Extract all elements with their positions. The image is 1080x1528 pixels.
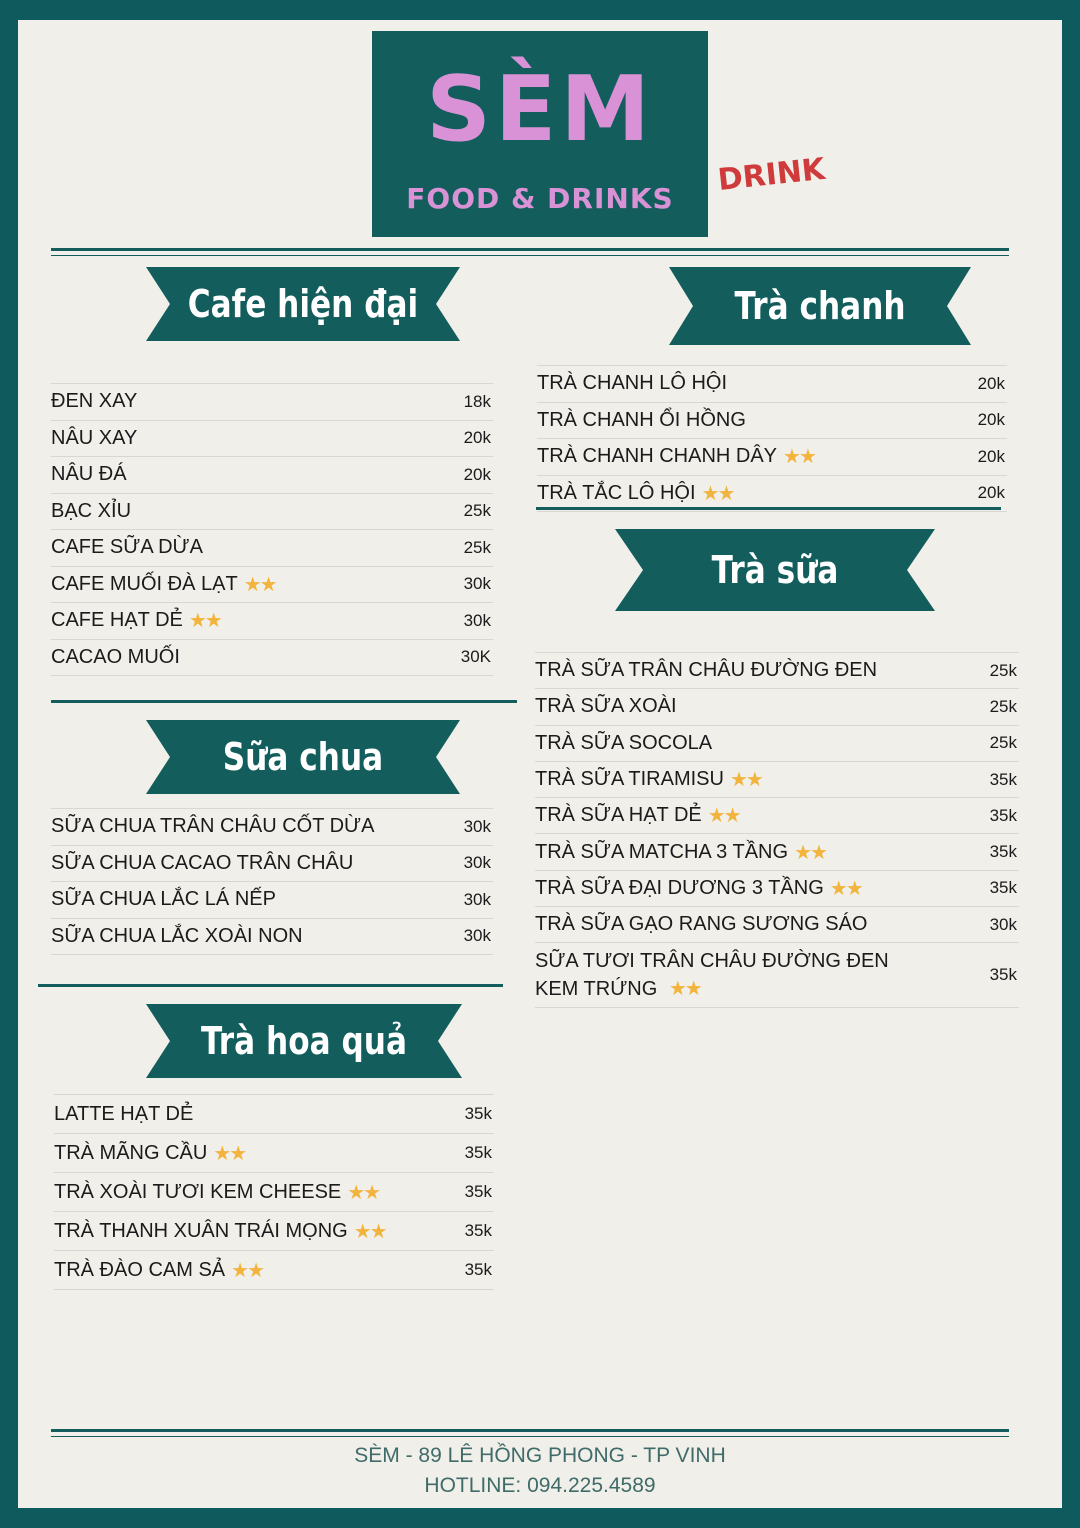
menu-item-name bbox=[535, 767, 762, 792]
brand-subtitle: FOOD & DRINKS bbox=[406, 182, 674, 215]
menu-item bbox=[535, 871, 1019, 907]
star-rating-icon: ★★ bbox=[829, 877, 862, 900]
menu-item-price: 35k bbox=[989, 805, 1017, 825]
menu-item-price: 30k bbox=[463, 610, 491, 630]
menu-item-name bbox=[51, 646, 180, 669]
menu-item-price: 25k bbox=[989, 660, 1017, 680]
menu-item bbox=[51, 457, 493, 494]
menu-item bbox=[537, 403, 1007, 440]
menu-item-price: 18k bbox=[463, 391, 491, 411]
menu-item-label: TRÀ SỮA TIRAMISU bbox=[535, 768, 724, 791]
menu-item-label: SỮA CHUA CACAO TRÂN CHÂU bbox=[51, 851, 354, 874]
menu-item bbox=[51, 919, 493, 956]
menu-item bbox=[51, 421, 493, 458]
tra-chanh-divider bbox=[536, 507, 1001, 510]
menu-item bbox=[535, 943, 1019, 1008]
brand-name: SÈM bbox=[426, 57, 654, 162]
menu-item bbox=[535, 652, 1019, 689]
menu-item bbox=[535, 762, 1019, 798]
menu-item-price: 35k bbox=[989, 769, 1017, 789]
section-title-tra-sua: Trà sữa bbox=[711, 548, 839, 592]
menu-item-label: TRÀ SỮA XOÀI bbox=[535, 695, 677, 718]
menu-item-label: SỮA CHUA TRÂN CHÂU CỐT DỪA bbox=[51, 815, 375, 838]
menu-item-name bbox=[537, 409, 746, 432]
menu-item-label: TRÀ SỮA SOCOLA bbox=[535, 731, 713, 754]
star-rating-icon: ★★ bbox=[213, 1142, 246, 1165]
section-title-tra-hoa-qua: Trà hoa quả bbox=[200, 1019, 408, 1063]
menu-item-price: 35k bbox=[464, 1260, 492, 1279]
menu-item-label: NÂU ĐÁ bbox=[51, 463, 127, 486]
menu-item-name bbox=[51, 888, 276, 911]
menu-list-tra-sua bbox=[535, 652, 1019, 1008]
menu-item-name bbox=[535, 803, 740, 828]
menu-item-name bbox=[54, 1258, 263, 1283]
menu-item bbox=[535, 726, 1019, 762]
menu-item-label: TRÀ SỮA MATCHA 3 TẦNG bbox=[535, 840, 789, 863]
menu-item bbox=[51, 494, 493, 531]
menu-item-price: 25k bbox=[989, 696, 1017, 716]
menu-item-label: TRÀ CHANH LÔ HỘI bbox=[537, 372, 728, 395]
menu-item-name bbox=[535, 659, 877, 682]
menu-item-label: TRÀ ĐÀO CAM SẢ bbox=[54, 1258, 226, 1281]
menu-item-label: TRÀ CHANH ỔI HỒNG bbox=[537, 408, 746, 431]
menu-item-label: SỮA TƯƠI TRÂN CHÂU ĐƯỜNG ĐEN KEM TRỨNG ★★ bbox=[535, 950, 889, 1001]
menu-item-label: NÂU XAY bbox=[51, 426, 138, 449]
menu-item-label: TRÀ SỮA HẠT DẺ bbox=[535, 804, 702, 827]
menu-item-price: 20k bbox=[977, 410, 1005, 430]
sua-chua-divider bbox=[38, 984, 503, 987]
menu-item-price: 30k bbox=[463, 853, 491, 873]
brand-logo bbox=[372, 31, 708, 237]
header-divider-top bbox=[51, 248, 1009, 251]
menu-item-price: 30k bbox=[989, 914, 1017, 934]
menu-item-label: TRÀ CHANH CHANH DÂY bbox=[537, 445, 778, 468]
menu-list-cafe bbox=[51, 383, 493, 676]
menu-list-sua-chua bbox=[51, 808, 493, 955]
menu-item-label: TRÀ XOÀI TƯƠI KEM CHEESE bbox=[54, 1180, 342, 1203]
menu-item bbox=[54, 1094, 494, 1134]
menu-item bbox=[51, 567, 493, 604]
menu-item bbox=[51, 846, 493, 883]
menu-item-price: 35k bbox=[464, 1182, 492, 1201]
menu-item-name bbox=[535, 913, 867, 936]
menu-item-price: 35k bbox=[464, 1143, 492, 1162]
menu-item-name bbox=[51, 390, 137, 413]
star-rating-icon: ★★ bbox=[794, 841, 826, 864]
menu-item-price: 35k bbox=[989, 965, 1017, 985]
menu-item-label: BẠC XỈU bbox=[51, 499, 132, 522]
star-rating-icon: ★★ bbox=[231, 1259, 263, 1282]
menu-item bbox=[51, 530, 493, 567]
menu-list-tra-chanh bbox=[537, 365, 1007, 512]
star-rating-icon: ★★ bbox=[783, 446, 815, 469]
star-rating-icon: ★★ bbox=[729, 769, 762, 792]
menu-item-price: 30k bbox=[463, 926, 491, 946]
menu-item-name bbox=[535, 695, 677, 718]
menu-item bbox=[537, 439, 1007, 476]
menu-type-label: DRINK bbox=[716, 151, 827, 198]
menu-item bbox=[537, 365, 1007, 403]
menu-item-price: 25k bbox=[989, 733, 1017, 753]
menu-item-label: SỮA CHUA LẮC LÁ NẾP bbox=[51, 888, 276, 911]
menu-item-price: 20k bbox=[977, 373, 1005, 393]
menu-item bbox=[54, 1212, 494, 1251]
star-rating-icon: ★★ bbox=[668, 978, 701, 1001]
menu-item-name bbox=[54, 1180, 379, 1205]
footer-hotline: HOTLINE: 094.225.4589 bbox=[424, 1474, 656, 1497]
menu-item-name bbox=[51, 463, 127, 486]
menu-item-label: CAFE MUỐI ĐÀ LẠT bbox=[51, 572, 238, 595]
menu-item-label: TRÀ MÃNG CẦU bbox=[54, 1141, 208, 1164]
star-rating-icon: ★★ bbox=[347, 1181, 380, 1204]
menu-item-price: 35k bbox=[464, 1221, 492, 1240]
star-rating-icon: ★★ bbox=[353, 1220, 386, 1243]
section-banner-tra-chanh bbox=[669, 267, 971, 345]
star-rating-icon: ★★ bbox=[701, 482, 734, 505]
menu-item-price: 30K bbox=[460, 647, 491, 667]
menu-item bbox=[51, 640, 493, 677]
menu-item bbox=[51, 383, 493, 421]
menu-item-name bbox=[51, 608, 221, 633]
section-banner-cafe bbox=[146, 267, 460, 341]
menu-item-name bbox=[537, 372, 727, 395]
menu-item-name bbox=[54, 1103, 193, 1126]
menu-page bbox=[18, 20, 1062, 1508]
footer-address: SÈM - 89 LÊ HỒNG PHONG - TP VINH bbox=[354, 1444, 726, 1467]
menu-item-price: 25k bbox=[463, 537, 491, 557]
menu-item bbox=[54, 1173, 494, 1212]
menu-item-price: 30k bbox=[463, 889, 491, 909]
section-banner-tra-hoa-qua bbox=[146, 1004, 462, 1078]
menu-item-price: 35k bbox=[989, 878, 1017, 898]
menu-item-name bbox=[54, 1219, 386, 1244]
menu-item-label: TRÀ SỮA TRÂN CHÂU ĐƯỜNG ĐEN bbox=[535, 659, 878, 682]
menu-item bbox=[535, 834, 1019, 870]
menu-item-label: LATTE HẠT DẺ bbox=[54, 1102, 194, 1125]
menu-item-name bbox=[535, 876, 862, 901]
menu-item-name bbox=[51, 427, 137, 450]
section-banner-sua-chua bbox=[146, 720, 460, 794]
menu-item bbox=[54, 1134, 494, 1173]
menu-item-name bbox=[54, 1141, 245, 1166]
menu-item-price: 20k bbox=[463, 464, 491, 484]
menu-item-label: SỮA CHUA LẮC XOÀI NON bbox=[51, 924, 303, 947]
menu-item-label: TRÀ TẮC LÔ HỘI bbox=[537, 481, 696, 504]
menu-item-label: CACAO MUỐI bbox=[51, 645, 180, 668]
menu-item-price: 20k bbox=[977, 446, 1005, 466]
footer-divider-top bbox=[51, 1429, 1009, 1432]
star-rating-icon: ★★ bbox=[188, 610, 221, 633]
menu-item-name bbox=[535, 732, 712, 755]
menu-item-name bbox=[51, 536, 203, 559]
section-title-tra-chanh: Trà chanh bbox=[734, 284, 906, 328]
menu-item bbox=[54, 1251, 494, 1290]
menu-item-label: TRÀ THANH XUÂN TRÁI MỌNG bbox=[54, 1219, 348, 1242]
menu-item-label: CAFE HẠT DẺ bbox=[51, 609, 183, 632]
menu-item-price: 25k bbox=[463, 501, 491, 521]
menu-item-price: 30k bbox=[463, 574, 491, 594]
menu-item-name bbox=[51, 925, 303, 948]
footer-divider-bottom bbox=[51, 1436, 1009, 1437]
menu-item-label: ĐEN XAY bbox=[51, 390, 138, 413]
menu-item bbox=[51, 808, 493, 846]
menu-item bbox=[535, 689, 1019, 725]
menu-item-price: 35k bbox=[464, 1104, 492, 1123]
section-banner-tra-sua bbox=[615, 529, 935, 611]
menu-item-name bbox=[51, 815, 374, 838]
menu-item-label: TRÀ SỮA GẠO RANG SƯƠNG SÁO bbox=[535, 913, 868, 936]
star-rating-icon: ★★ bbox=[707, 805, 740, 828]
menu-item-name bbox=[51, 500, 131, 523]
menu-item-price: 30k bbox=[463, 816, 491, 836]
menu-item-name bbox=[537, 444, 815, 469]
cafe-divider bbox=[51, 700, 517, 703]
menu-item-name bbox=[535, 840, 826, 865]
menu-item-price: 20k bbox=[463, 428, 491, 448]
section-title-cafe: Cafe hiện đại bbox=[187, 282, 419, 326]
menu-item-label: CAFE SỮA DỪA bbox=[51, 536, 203, 559]
menu-list-tra-hoa-qua bbox=[54, 1094, 494, 1290]
menu-item-name bbox=[51, 852, 353, 875]
menu-item-name bbox=[51, 572, 276, 597]
section-title-sua-chua: Sữa chua bbox=[222, 735, 384, 779]
star-rating-icon: ★★ bbox=[243, 573, 276, 596]
menu-item bbox=[535, 798, 1019, 834]
menu-item-price: 35k bbox=[989, 842, 1017, 862]
menu-item-label: TRÀ SỮA ĐẠI DƯƠNG 3 TẦNG bbox=[535, 876, 824, 899]
header-divider-bottom bbox=[51, 255, 1009, 256]
menu-item-price: 20k bbox=[977, 483, 1005, 503]
menu-item bbox=[51, 882, 493, 919]
menu-item bbox=[535, 907, 1019, 943]
menu-item-name bbox=[537, 481, 733, 506]
menu-item-name bbox=[535, 947, 935, 1003]
menu-item bbox=[51, 603, 493, 640]
